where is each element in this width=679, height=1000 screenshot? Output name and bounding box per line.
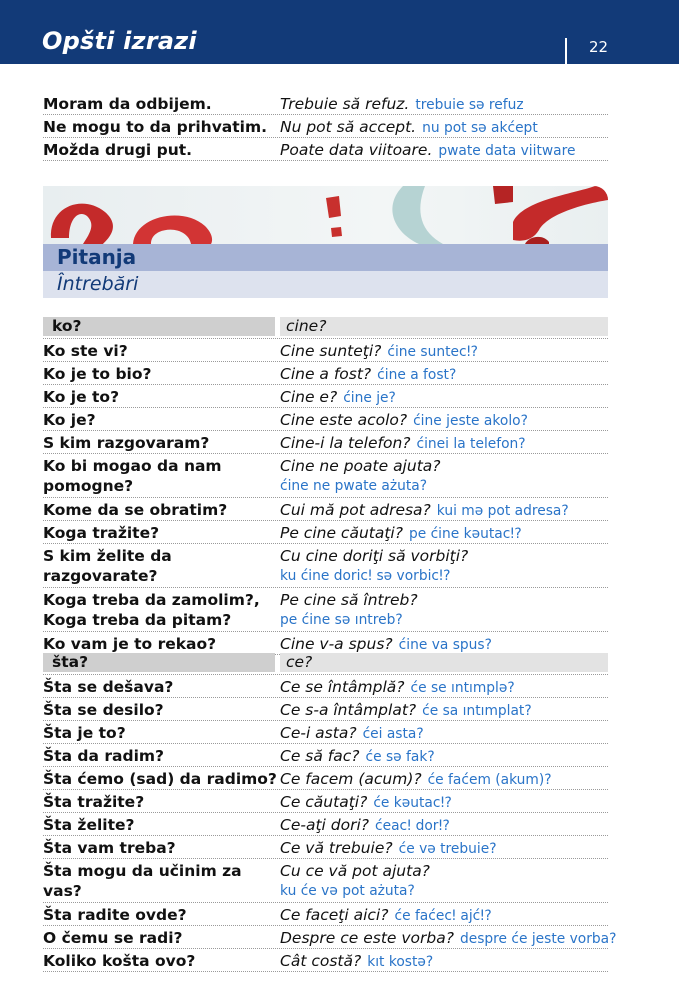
group-header-who	[43, 316, 608, 339]
question-marks-illustration	[43, 186, 608, 244]
pronunciation: će se ıntımplə?	[410, 680, 515, 696]
group-header-what	[43, 652, 608, 675]
section-subtitle-bar	[43, 271, 608, 298]
serbian-phrase: Šta radite ovde?	[43, 906, 187, 924]
romanian-phrase: Nu pot să accept.	[280, 118, 417, 136]
phrase-row	[43, 698, 608, 721]
section-title-bar	[43, 244, 608, 271]
phrase-row	[43, 521, 608, 544]
serbian-phrase: Šta mogu da učinim za vas?	[43, 862, 242, 900]
phrase-row	[43, 949, 608, 972]
phrase-row	[43, 588, 608, 632]
pronunciation: kui mə pot adresa?	[436, 503, 569, 519]
phrase-row	[43, 859, 608, 903]
serbian-phrase: Šta želite?	[43, 816, 135, 834]
pronunciation: ćine va spus?	[398, 637, 492, 653]
pronunciation: ku ćine doricǃ sə vorbicǃ?	[280, 568, 451, 584]
pronunciation: nu pot sə akćept	[422, 120, 538, 136]
question-marks-banner	[43, 186, 608, 244]
serbian-phrase: Ko vam je to rekao?	[43, 635, 217, 653]
phrase-row	[43, 926, 617, 949]
phrase-row	[43, 544, 608, 588]
serbian-phrase: Koliko košta ovo?	[43, 952, 196, 970]
romanian-phrase: Ce să fac?	[280, 747, 360, 765]
pronunciation: kıt kostə?	[367, 954, 434, 970]
phrase-row	[43, 138, 608, 161]
chapter-title: Opšti izrazi	[42, 27, 197, 55]
serbian-phrase: Koga treba da zamolim?, Koga treba da pitam?	[43, 591, 260, 629]
serbian-phrase: Ko je to bio?	[43, 365, 152, 383]
phrase-row	[43, 675, 608, 698]
phrase-row	[43, 767, 608, 790]
serbian-phrase: S kim razgovaram?	[43, 434, 210, 452]
romanian-phrase: Poate data viitoare.	[280, 141, 433, 159]
phrase-row	[43, 721, 608, 744]
romanian-phrase: Cine v-a spus?	[280, 635, 393, 653]
serbian-phrase: Šta vam treba?	[43, 839, 176, 857]
serbian-phrase: Šta ćemo (sad) da radimo?	[43, 770, 277, 788]
serbian-phrase: S kim želite da razgovarate?	[43, 547, 172, 585]
serbian-phrase: Ne mogu to da prihvatim.	[43, 118, 268, 136]
group-header-romanian: cine?	[286, 317, 327, 335]
romanian-phrase: Cine a fost?	[280, 365, 372, 383]
who-phrase-list	[43, 316, 608, 655]
serbian-phrase: Šta tražite?	[43, 793, 145, 811]
serbian-phrase: Koga tražite?	[43, 524, 160, 542]
pronunciation: će və trebuie?	[398, 841, 497, 857]
phrase-row	[43, 92, 608, 115]
romanian-phrase: Cine este acolo?	[280, 411, 408, 429]
group-header-romanian: ce?	[286, 653, 313, 671]
header-divider	[565, 38, 567, 64]
pronunciation: ćine je?	[343, 390, 396, 406]
romanian-phrase: Cine e?	[280, 388, 338, 406]
pronunciation: ćine a fost?	[377, 367, 457, 383]
page-number: 22	[589, 38, 609, 56]
serbian-phrase: Šta se desilo?	[43, 701, 164, 719]
pronunciation: ćeacǃ dorǃ?	[375, 818, 450, 834]
romanian-phrase: Ce-i asta?	[280, 724, 357, 742]
romanian-phrase: Cu cine doriţi să vorbiţi?	[280, 547, 469, 565]
pronunciation: trebuie sə refuz	[415, 97, 524, 113]
phrase-row	[43, 836, 608, 859]
romanian-phrase: Pe cine să întreb?	[280, 591, 418, 609]
pronunciation: će faćem (akum)?	[427, 772, 552, 788]
group-header-serbian: šta?	[52, 653, 89, 671]
pronunciation: ćine suntecǃ?	[387, 344, 478, 360]
romanian-phrase: Ce faceţi aici?	[280, 906, 389, 924]
pronunciation: despre će jeste vorba?	[459, 931, 617, 947]
romanian-phrase: Cine-i la telefon?	[280, 434, 411, 452]
pronunciation: će sa ıntımplat?	[422, 703, 532, 719]
romanian-phrase: Cu ce vă pot ajuta?	[280, 862, 430, 880]
what-phrase-list	[43, 652, 617, 972]
section-title: Pitanja	[57, 245, 137, 269]
serbian-phrase: Ko bi mogao da nam pomogne?	[43, 457, 222, 495]
phrase-row	[43, 813, 608, 836]
serbian-phrase: Ko ste vi?	[43, 342, 128, 360]
pronunciation: ćinei la telefon?	[416, 436, 526, 452]
pronunciation: će sə fak?	[365, 749, 435, 765]
romanian-phrase: Despre ce este vorba?	[280, 929, 454, 947]
serbian-phrase: Šta se dešava?	[43, 678, 174, 696]
serbian-phrase: Ko je to?	[43, 388, 120, 406]
serbian-phrase: Šta da radim?	[43, 747, 165, 765]
intro-phrase-list	[43, 92, 608, 161]
romanian-phrase: Ce s-a întâmplat?	[280, 701, 417, 719]
serbian-phrase: Kome da se obratim?	[43, 501, 228, 519]
romanian-phrase: Cui mă pot adresa?	[280, 501, 431, 519]
pronunciation: će faćecǃ ajćǃ?	[394, 908, 492, 924]
romanian-phrase: Ce-aţi dori?	[280, 816, 369, 834]
phrase-row	[43, 790, 608, 813]
pronunciation: ćine jeste akolo?	[413, 413, 528, 429]
romanian-phrase: Cât costă?	[280, 952, 362, 970]
romanian-phrase: Cine ne poate ajuta?	[280, 457, 441, 475]
phrase-row	[43, 115, 608, 138]
phrase-row	[43, 903, 608, 926]
section-subtitle: Întrebări	[57, 273, 139, 295]
serbian-phrase: Moram da odbijem.	[43, 95, 212, 113]
phrase-row	[43, 362, 608, 385]
phrase-row	[43, 431, 608, 454]
page-header	[0, 0, 679, 64]
pronunciation: ku će və pot ażuta?	[280, 883, 415, 899]
romanian-phrase: Ce căutaţi?	[280, 793, 368, 811]
serbian-phrase: Ko je?	[43, 411, 96, 429]
pronunciation: ćine ne pwate ażuta?	[280, 478, 428, 494]
serbian-phrase: Šta je to?	[43, 724, 126, 742]
pronunciation: pwate data viitware	[438, 143, 576, 159]
romanian-phrase: Ce se întâmplă?	[280, 678, 405, 696]
romanian-phrase: Ce vă trebuie?	[280, 839, 393, 857]
phrase-row	[43, 454, 608, 498]
phrase-row	[43, 498, 608, 521]
romanian-phrase: Trebuie să refuz.	[280, 95, 410, 113]
phrase-row	[43, 385, 608, 408]
pronunciation: ćei asta?	[362, 726, 424, 742]
phrase-row	[43, 408, 608, 431]
serbian-phrase: Možda drugi put.	[43, 141, 193, 159]
phrase-row	[43, 339, 608, 362]
romanian-phrase: Cine sunteţi?	[280, 342, 382, 360]
group-header-serbian: ko?	[52, 317, 82, 335]
pronunciation: pe ćine sə ıntreb?	[280, 612, 403, 628]
pronunciation: pe ćine kəutacǃ?	[408, 526, 522, 542]
romanian-phrase: Ce facem (acum)?	[280, 770, 422, 788]
romanian-phrase: Pe cine căutaţi?	[280, 524, 403, 542]
serbian-phrase: O čemu se radi?	[43, 929, 183, 947]
pronunciation: će kəutacǃ?	[373, 795, 452, 811]
phrase-row	[43, 744, 608, 767]
